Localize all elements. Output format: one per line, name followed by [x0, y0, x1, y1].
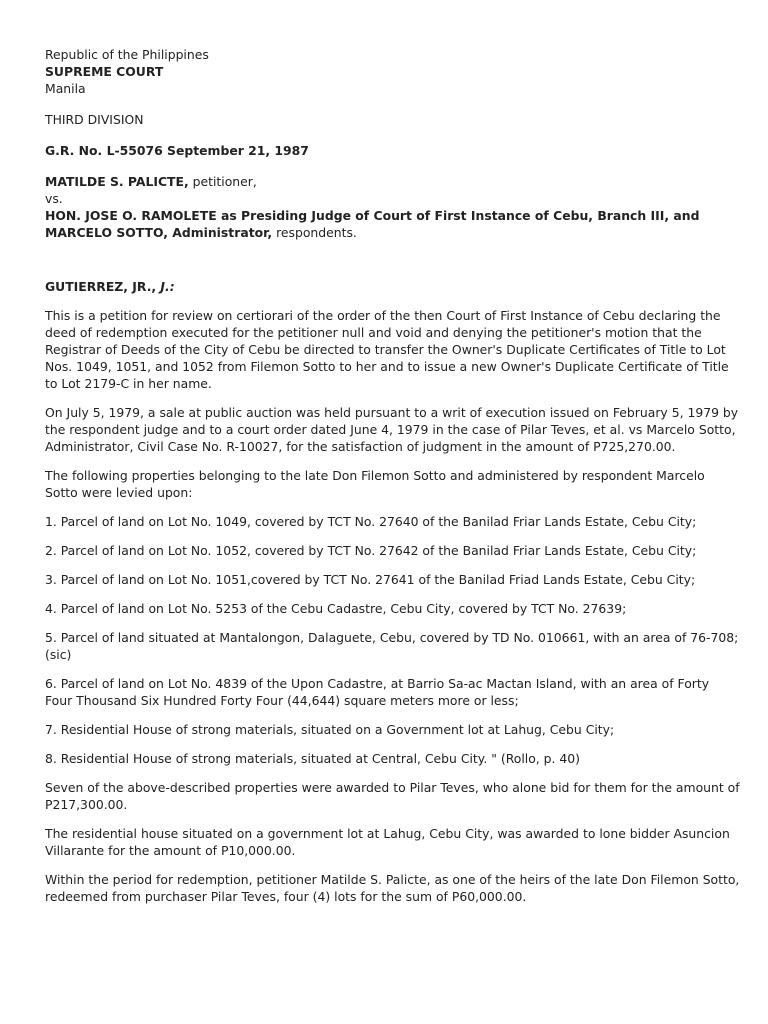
respondents-line — [45, 207, 740, 241]
list-item: 3. Parcel of land on Lot No. 1051,covered by TCT No. 27641 of the Banilad Friad Lands Estate, Cebu City; — [45, 572, 696, 587]
ponente-line — [45, 278, 740, 295]
case-number: G.R. No. L-55076 September 21, 1987 — [45, 143, 309, 158]
body-paragraph-2: On July 5, 1979, a sale at public auction was held pursuant to a writ of execution issued on February 5, 1979 by the respondent judge and to a court order dated June 4, 1979 in the case of Pilar Teves, et al. vs Marcelo Sotto, Administrator, Civil Case No. R-10027, for the satisfaction of judgment in the amount of P725,270.00. — [45, 405, 739, 454]
body-paragraph-5: The residential house situated on a government lot at Lahug, Cebu City, was awarded to lone bidder Asuncion Villarante for the amount of P10,000.00. — [45, 826, 730, 858]
list-item: 8. Residential House of strong materials, situated at Central, Cebu City. " (Rollo, p. 40) — [45, 751, 581, 766]
respondents-names: HON. JOSE O. RAMOLETE as Presiding Judge of Court of First Instance of Cebu, Branch III, and MARCELO SOTTO, Administrator, — [45, 208, 700, 240]
list-item: 7. Residential House of strong materials, situated on a Government lot at Lahug, Cebu City; — [45, 722, 615, 737]
body-paragraph-6: Within the period for redemption, petitioner Matilde S. Palicte, as one of the heirs of the late Don Filemon Sotto, redeemed from purchaser Pilar Teves, four (4) lots for the sum of P60,000.00. — [45, 872, 740, 904]
body-paragraph-3: The following properties belonging to the late Don Filemon Sotto and administered by respondent Marcelo Sotto were levied upon: — [45, 468, 705, 500]
petitioner-name: MATILDE S. PALICTE, — [45, 174, 189, 189]
petitioner-role: petitioner, — [188, 174, 257, 189]
city-line: Manila — [45, 81, 86, 96]
list-item: 6. Parcel of land on Lot No. 4839 of the Upon Cadastre, at Barrio Sa-ac Mactan Island, with an area of Forty Four Thousand Six Hundred Forty Four (44,644) square meters more or less; — [45, 676, 710, 708]
division-line: THIRD DIVISION — [45, 112, 144, 127]
body-paragraph-1: This is a petition for review on certiorari of the order of the then Court of First Instance of Cebu declaring the deed of redemption executed for the petitioner null and void and denying the petitioner's motion that the Registrar of Deeds of the City of Cebu be directed to transfer the Owner's Duplicate Certificates of Title to Lot Nos. 1049, 1051, and 1052 from Filemon Sotto to her and to issue a new Owner's Duplicate Certificate of Title to Lot 2179-C in her name. — [45, 308, 729, 391]
ponente-title: J.: — [156, 279, 175, 294]
versus-line: vs. — [45, 191, 63, 206]
list-item: 4. Parcel of land on Lot No. 5253 of the Cebu Cadastre, Cebu City, covered by TCT No. 27639; — [45, 601, 627, 616]
list-item: 1. Parcel of land on Lot No. 1049, covered by TCT No. 27640 of the Banilad Friar Lands Estate, Cebu City; — [45, 514, 697, 529]
petitioner-line — [45, 173, 740, 190]
respondents-role: respondents. — [272, 225, 357, 240]
body-paragraph-4: Seven of the above-described properties were awarded to Pilar Teves, who alone bid for them for the amount of P217,300.00. — [45, 780, 740, 812]
ponente-name: GUTIERREZ, JR., — [45, 279, 157, 294]
list-item: 5. Parcel of land situated at Mantalongon, Dalaguete, Cebu, covered by TD No. 010661, with an area of 76-708; (sic) — [45, 630, 739, 662]
court-name: SUPREME COURT — [45, 64, 164, 79]
republic-line: Republic of the Philippines — [45, 47, 209, 62]
list-item: 2. Parcel of land on Lot No. 1052, covered by TCT No. 27642 of the Banilad Friar Lands Estate, Cebu City; — [45, 543, 697, 558]
